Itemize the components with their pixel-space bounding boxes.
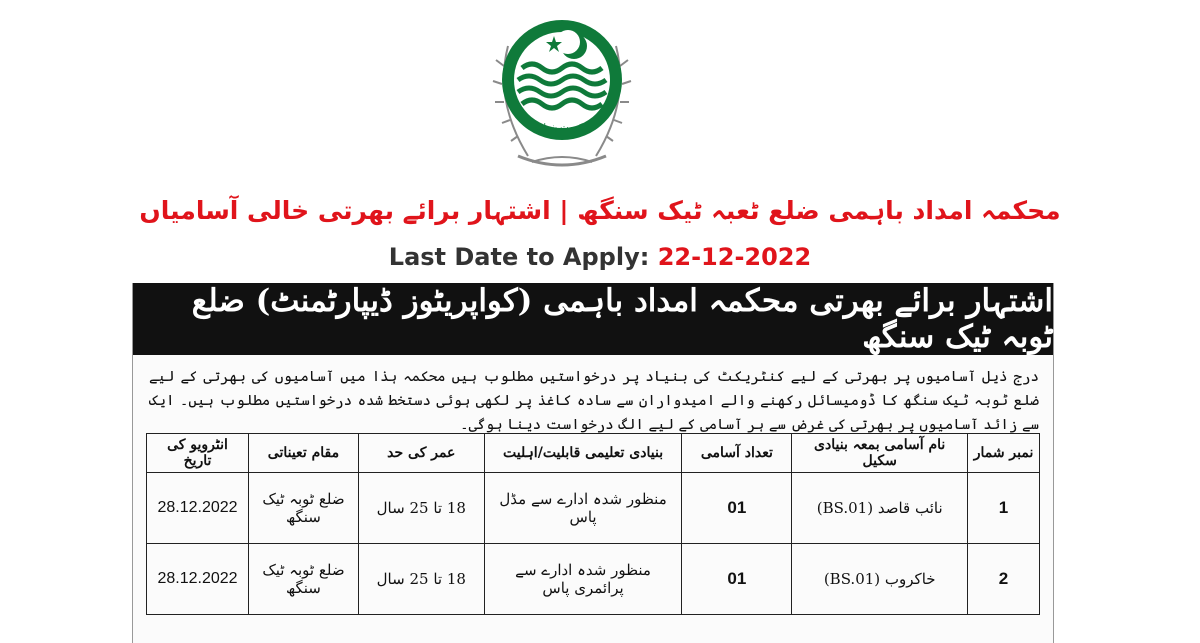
row-age: 18 تا 25 سال <box>358 544 484 615</box>
col-header-qualification: بنیادی تعلیمی قابلیت/اہلیت <box>484 434 682 473</box>
col-header-serial: نمبر شمار <box>968 434 1040 473</box>
vacancies-table <box>146 433 1040 615</box>
row-count: 01 <box>682 544 792 615</box>
logo-caption: حکومت پنجاب <box>535 123 589 133</box>
row-age: 18 تا 25 سال <box>358 473 484 544</box>
row-location: ضلع ٹوبہ ٹیک سنگھ <box>249 473 359 544</box>
row-qualification: منظور شدہ ادارے سے مڈل پاس <box>484 473 682 544</box>
page-headline-urdu: محکمہ امداد باہمی ضلع ٹعبہ ٹیک سنگھ | اشتہار برائے بھرتی خالی آسامیاں <box>139 196 1061 225</box>
advert-banner-title: اشتہار برائے بھرتی محکمہ امداد باہمی (کواپریٹوز ڈیپارٹمنٹ) ضلع ٹوبہ ٹیک سنگھ <box>133 283 1053 355</box>
row-qualification: منظور شدہ ادارے سے پرائمری پاس <box>484 544 682 615</box>
col-header-age: عمر کی حد <box>358 434 484 473</box>
table-header-row <box>147 434 1040 473</box>
row-post: خاکروب (BS.01) <box>792 544 968 615</box>
row-post: نائب قاصد (BS.01) <box>792 473 968 544</box>
deadline-line <box>0 243 1200 271</box>
row-serial: 2 <box>968 544 1040 615</box>
deadline-date: 22-12-2022 <box>657 243 812 271</box>
advert-intro-text: درج ذیل آسامیوں پر بھرتی کے لیے کنٹریکٹ کی بنیاد پر درخواستیں مطلوب ہیں محکمہ ہذا میں آسامیوں کی بھرتی کے لیے ضلع ٹوبہ ٹیک سنگھ کا ڈومیسائل رکھنے والے امیدواران سے سادہ کاغذ پر لکھی ہوئی دستخط شدہ درخواستیں مطلوب ہیں۔ ایک سے زائد آسامیوں پر بھرتی کی غرض سے ہر آسامی کے لیے الگ درخواست دینا ہوگی۔ <box>149 369 1039 433</box>
col-header-count: تعداد آسامی <box>682 434 792 473</box>
job-advertisement <box>132 283 1054 643</box>
col-header-location: مقام تعیناتی <box>249 434 359 473</box>
row-location: ضلع ٹوبہ ٹیک سنگھ <box>249 544 359 615</box>
row-interview-date: 28.12.2022 <box>147 473 249 544</box>
row-serial: 1 <box>968 473 1040 544</box>
table-row <box>147 544 1040 615</box>
col-header-post: نام آسامی بمعہ بنیادی سکیل <box>792 434 968 473</box>
row-interview-date: 28.12.2022 <box>147 544 249 615</box>
table-row <box>147 473 1040 544</box>
punjab-government-logo <box>488 6 636 176</box>
deadline-label: Last Date to Apply: <box>388 243 650 271</box>
row-count: 01 <box>682 473 792 544</box>
col-header-interview: انٹرویو کی تاریخ <box>147 434 249 473</box>
